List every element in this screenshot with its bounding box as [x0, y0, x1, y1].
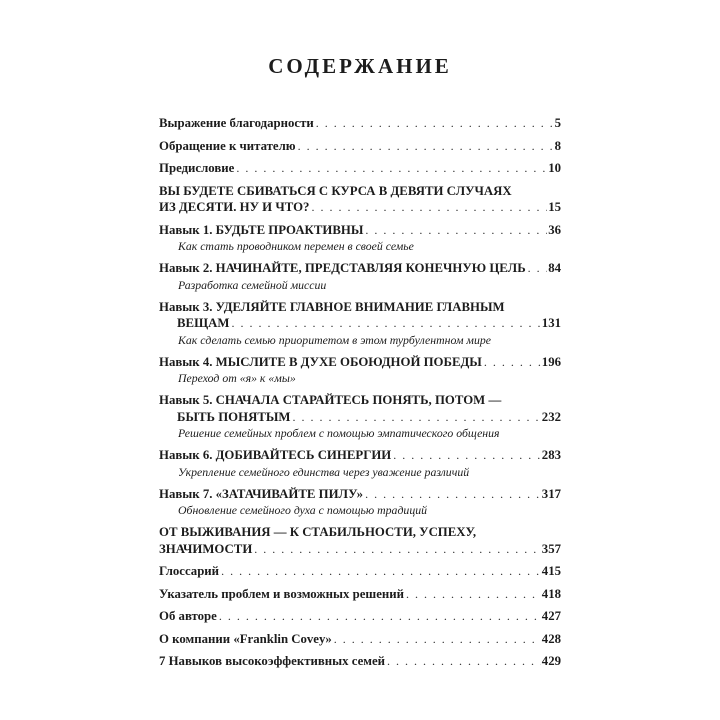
toc-entry — [159, 486, 561, 519]
dot-leader — [393, 447, 541, 464]
toc-entry — [159, 260, 561, 293]
dot-leader — [311, 199, 547, 216]
toc-entry-subtitle: Укрепление семейного единства через уважение различий — [178, 464, 470, 479]
toc-entry-subtitle: Разработка семейной миссии — [178, 277, 327, 292]
toc-entry-page-number: 418 — [541, 586, 561, 601]
toc-entry-subtitle: Решение семейных проблем с помощью эмпатического общения — [178, 426, 500, 440]
toc-entry-title: ЗНАЧИМОСТИ — [159, 541, 253, 556]
toc-entry-page-number: 36 — [548, 222, 561, 237]
toc-entry-title: БЫТЬ ПОНЯТЫМ — [177, 409, 291, 424]
toc-entry-page-number: 232 — [541, 409, 561, 424]
toc-entry — [159, 299, 561, 348]
toc-entry — [159, 447, 561, 480]
dot-leader — [293, 409, 541, 426]
toc-entry-page-number: 5 — [554, 116, 561, 130]
dot-leader — [365, 486, 541, 503]
toc-entry-line — [159, 631, 561, 648]
toc-entry-line — [159, 354, 561, 371]
toc-entry-line — [159, 222, 561, 239]
toc-entry-title: Глоссарий — [159, 564, 220, 578]
toc-entry — [159, 183, 561, 216]
dot-leader — [528, 260, 548, 277]
toc-entry-line — [159, 586, 561, 603]
toc-entry-line — [159, 447, 561, 464]
toc-entry-title-line: Навык 5. СНАЧАЛА СТАРАЙТЕСЬ ПОНЯТЬ, ПОТОМ — — [159, 393, 502, 407]
dot-leader — [236, 160, 547, 177]
toc-entry-page-number: 196 — [541, 354, 561, 369]
toc-entry-page-number: 429 — [541, 654, 561, 668]
toc-entry-title: О компании «Franklin Covey» — [159, 631, 332, 646]
toc-entry-line — [159, 486, 561, 503]
toc-entry-page-number: 131 — [541, 316, 561, 330]
toc-entry-subtitle: Переход от «я» к «мы» — [178, 371, 296, 385]
toc-entry-page-number: 283 — [541, 448, 561, 462]
toc-entry — [159, 354, 561, 387]
dot-leader — [221, 563, 541, 580]
toc-entry-title: Выражение благодарности — [159, 116, 314, 130]
toc-entry-title: Навык 4. МЫСЛИТЕ В ДУХЕ ОБОЮДНОЙ ПОБЕДЫ — [159, 354, 482, 369]
toc-entry — [159, 138, 561, 155]
dot-leader — [298, 138, 554, 155]
dot-leader — [484, 354, 541, 371]
toc-entry-page-number: 10 — [548, 161, 561, 175]
toc-entry-page-number: 15 — [548, 200, 561, 214]
toc-entry — [159, 586, 561, 603]
toc-entry-line — [159, 409, 561, 426]
toc-entry-line — [159, 608, 561, 625]
toc-list — [159, 115, 561, 670]
dot-leader — [254, 541, 541, 558]
dot-leader — [231, 315, 540, 332]
dot-leader — [316, 115, 554, 132]
toc-entry-title: Об авторе — [159, 609, 217, 623]
toc-entry-line — [159, 138, 561, 155]
toc-entry-title: Предисловие — [159, 161, 235, 175]
toc-entry-title-line: ОТ ВЫЖИВАНИЯ — К СТАБИЛЬНОСТИ, УСПЕХУ, — [159, 525, 477, 539]
toc-entry — [159, 115, 561, 132]
book-page — [159, 0, 561, 670]
toc-entry-title: ВЕЩАМ — [177, 316, 230, 330]
toc-entry-title: Навык 6. ДОБИВАЙТЕСЬ СИНЕРГИИ — [159, 448, 392, 462]
toc-entry-title-line: Навык 3. УДЕЛЯЙТЕ ГЛАВНОЕ ВНИМАНИЕ ГЛАВНЫМ — [159, 299, 505, 314]
dot-leader — [219, 608, 541, 625]
toc-entry-title: Навык 7. «ЗАТАЧИВАЙТЕ ПИЛУ» — [159, 486, 364, 501]
dot-leader — [365, 222, 547, 239]
toc-entry-subtitle: Как сделать семью приоритетом в этом турбулентном мире — [178, 332, 491, 347]
toc-entry-title: ИЗ ДЕСЯТИ. НУ И ЧТО? — [159, 200, 310, 214]
dot-leader — [406, 586, 541, 603]
toc-entry — [159, 608, 561, 625]
toc-entry-title: 7 Навыков высокоэффективных семей — [159, 654, 386, 668]
toc-entry-page-number: 428 — [541, 631, 561, 646]
page-title: СОДЕРЖАНИЕ — [268, 54, 452, 78]
toc-entry-page-number: 427 — [541, 609, 561, 623]
toc-entry — [159, 631, 561, 648]
toc-entry-line — [159, 541, 561, 558]
toc-entry-page-number: 415 — [541, 564, 561, 578]
dot-leader — [334, 631, 541, 648]
toc-entry-title-line: ВЫ БУДЕТЕ СБИВАТЬСЯ С КУРСА В ДЕВЯТИ СЛУЧАЯХ — [159, 183, 512, 198]
toc-entry-line — [159, 115, 561, 132]
toc-entry-line — [159, 160, 561, 177]
toc-entry-line — [159, 653, 561, 670]
toc-entry-page-number: 84 — [548, 261, 561, 275]
toc-entry — [159, 563, 561, 580]
toc-entry-title: Обращение к читателю — [159, 138, 296, 153]
toc-entry — [159, 222, 561, 255]
toc-entry-line — [159, 260, 561, 277]
toc-entry-line — [159, 199, 561, 216]
toc-entry-line — [159, 315, 561, 332]
toc-entry-subtitle: Как стать проводником перемен в своей семье — [178, 239, 414, 253]
toc-entry — [159, 160, 561, 177]
toc-entry — [159, 653, 561, 670]
toc-entry-page-number: 8 — [554, 138, 561, 153]
toc-entry-title: Навык 1. БУДЬТЕ ПРОАКТИВНЫ — [159, 222, 364, 237]
toc-entry — [159, 392, 561, 441]
toc-entry-line — [159, 563, 561, 580]
toc-entry-subtitle: Обновление семейного духа с помощью традиций — [178, 503, 428, 517]
dot-leader — [387, 653, 541, 670]
toc-entry-title: Навык 2. НАЧИНАЙТЕ, ПРЕДСТАВЛЯЯ КОНЕЧНУЮ ЦЕЛЬ — [159, 261, 526, 275]
toc-entry-page-number: 357 — [541, 541, 561, 556]
toc-entry-title: Указатель проблем и возможных решений — [159, 586, 405, 601]
toc-entry-page-number: 317 — [541, 486, 561, 501]
toc-entry — [159, 524, 561, 557]
